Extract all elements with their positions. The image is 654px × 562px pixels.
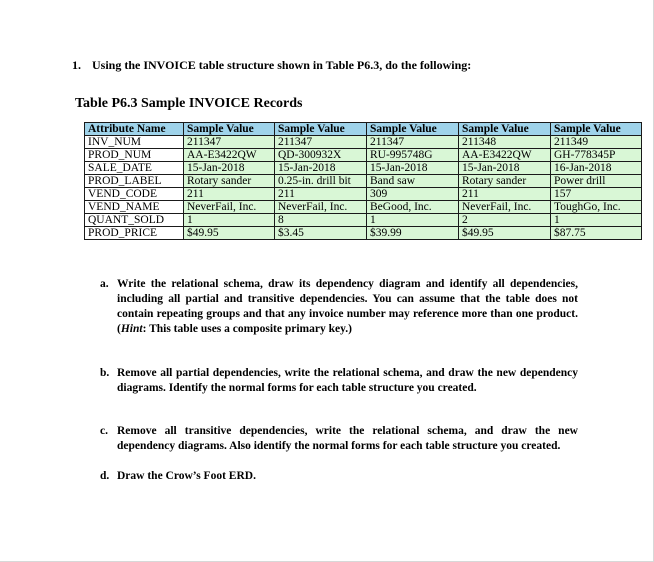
table-cell: 211 [459, 188, 551, 201]
table-cell: NeverFail, Inc. [275, 201, 367, 214]
table-cell: $49.95 [184, 227, 275, 240]
table-row [85, 149, 642, 162]
part-c-text: Remove all transitive dependencies, write the relational schema, and draw the new dependency diagrams. Also identify the normal forms for each table structure you created. [117, 425, 578, 452]
part-a-label: a. [100, 278, 109, 290]
part-c-label: c. [100, 425, 108, 437]
table-cell: 1 [367, 214, 459, 227]
attribute-name-cell: SALE_DATE [85, 162, 184, 175]
header-cell: Sample Value [275, 123, 367, 136]
attribute-name-cell: VEND_NAME [85, 201, 184, 214]
table-cell: 211348 [459, 136, 551, 149]
header-cell: Attribute Name [85, 123, 184, 136]
question-number: 1. [72, 58, 81, 72]
table-cell: 309 [367, 188, 459, 201]
table-cell: 0.25-in. drill bit [275, 175, 367, 188]
attribute-name-cell: PROD_LABEL [85, 175, 184, 188]
table-cell: 16-Jan-2018 [551, 162, 642, 175]
table-cell: AA-E3422QW [459, 149, 551, 162]
header-cell: Sample Value [184, 123, 275, 136]
table-title: Table P6.3 Sample INVOICE Records [75, 96, 303, 111]
table-row [85, 136, 642, 149]
part-b-label: b. [100, 367, 110, 379]
part-a-hint-text: : This table uses a composite primary key.) [142, 323, 352, 335]
table-cell: NeverFail, Inc. [459, 201, 551, 214]
part-a-hint-label: Hint [120, 323, 143, 335]
table-row [85, 175, 642, 188]
table-cell: BeGood, Inc. [367, 201, 459, 214]
table-row [85, 188, 642, 201]
question-text: Using the INVOICE table structure shown in Table P6.3, do the following: [92, 58, 472, 72]
question-1 [72, 58, 471, 73]
table-cell: 15-Jan-2018 [459, 162, 551, 175]
table-cell: RU-995748G [367, 149, 459, 162]
table-cell: 1 [184, 214, 275, 227]
table-cell: 15-Jan-2018 [367, 162, 459, 175]
table-cell: 211347 [275, 136, 367, 149]
attribute-name-cell: VEND_CODE [85, 188, 184, 201]
part-a-text [117, 277, 578, 337]
part-a-main-text: Write the relational schema, draw its dependency diagram and identify all dependencies, including all partial and transitive dependencies. You can assume that the table does not contain repeating groups and that any invoice number may reference more than one product. ( [117, 278, 578, 335]
table-cell: 8 [275, 214, 367, 227]
table-cell: $87.75 [551, 227, 642, 240]
table-cell: ToughGo, Inc. [551, 201, 642, 214]
table-cell: $3.45 [275, 227, 367, 240]
table-cell: Power drill [551, 175, 642, 188]
part-b [100, 366, 578, 396]
table-cell: GH-778345P [551, 149, 642, 162]
part-d [100, 469, 578, 484]
table-cell: 15-Jan-2018 [184, 162, 275, 175]
part-d-label: d. [100, 470, 110, 482]
table-cell: 211349 [551, 136, 642, 149]
table-cell: 157 [551, 188, 642, 201]
table-cell: QD-300932X [275, 149, 367, 162]
table-cell: NeverFail, Inc. [184, 201, 275, 214]
table-row [85, 227, 642, 240]
table-row [85, 162, 642, 175]
table-cell: 211 [184, 188, 275, 201]
header-cell: Sample Value [551, 123, 642, 136]
attribute-name-cell: PROD_NUM [85, 149, 184, 162]
table-cell: Band saw [367, 175, 459, 188]
table-cell: 211 [275, 188, 367, 201]
part-d-text: Draw the Crow’s Foot ERD. [117, 470, 256, 482]
table-cell: 1 [551, 214, 642, 227]
table-cell: 2 [459, 214, 551, 227]
table-row [85, 201, 642, 214]
part-a [100, 277, 578, 337]
part-c [100, 424, 578, 454]
header-cell: Sample Value [367, 123, 459, 136]
table-cell: 15-Jan-2018 [275, 162, 367, 175]
invoice-table [84, 122, 642, 240]
table-cell: AA-E3422QW [184, 149, 275, 162]
table-header-row [85, 123, 642, 136]
table-cell: 211347 [184, 136, 275, 149]
table-cell: $39.99 [367, 227, 459, 240]
part-b-text: Remove all partial dependencies, write the relational schema, and draw the new dependency diagrams. Identify the normal forms for each table structure you created. [117, 367, 578, 394]
attribute-name-cell: INV_NUM [85, 136, 184, 149]
table-cell: $49.95 [459, 227, 551, 240]
header-cell: Sample Value [459, 123, 551, 136]
attribute-name-cell: QUANT_SOLD [85, 214, 184, 227]
table-cell: Rotary sander [459, 175, 551, 188]
table-cell: Rotary sander [184, 175, 275, 188]
table-cell: 211347 [367, 136, 459, 149]
table-row [85, 214, 642, 227]
attribute-name-cell: PROD_PRICE [85, 227, 184, 240]
